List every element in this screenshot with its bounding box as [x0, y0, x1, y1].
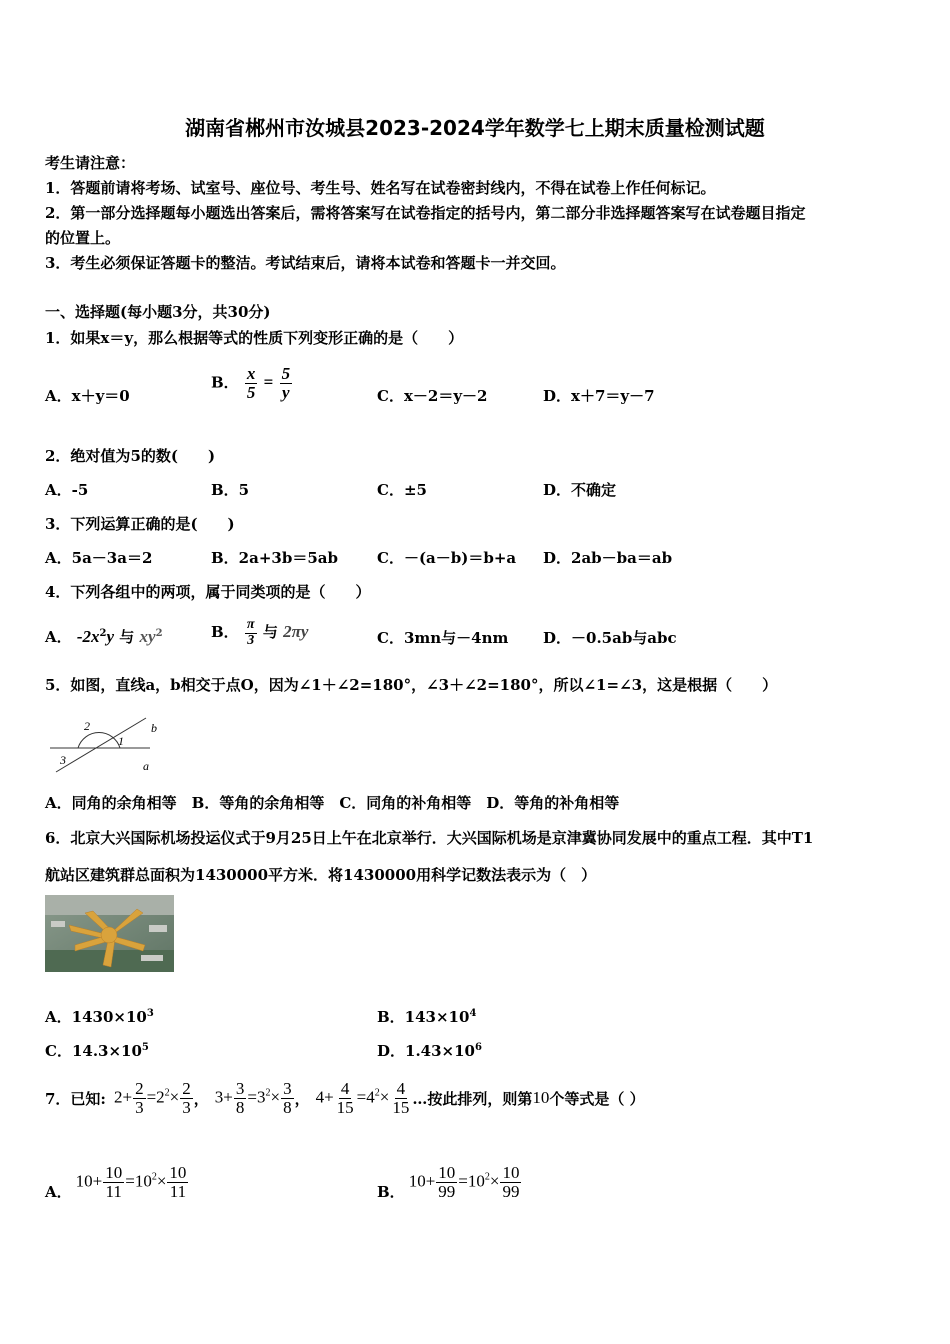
- q4-option-d: D．－0.5ab与abc: [543, 629, 677, 647]
- line-label-b: b: [151, 721, 157, 735]
- q1-option-c: C．x－2＝y－2: [377, 387, 488, 405]
- fraction: [281, 1080, 294, 1117]
- math-term: xy: [139, 627, 156, 646]
- question-6-stem-cont: 航站区建筑群总面积为1430000平方米．将1430000用科学记数法表示为（ ）: [45, 866, 597, 884]
- q4-option-a: [45, 626, 163, 647]
- denominator: 3: [135, 1097, 144, 1117]
- q4-option-c: C．3mn与－4nm: [377, 629, 509, 647]
- connector-word: 与: [262, 623, 278, 642]
- q2-option-a: A．-5: [45, 481, 89, 499]
- question-2-stem: 2．绝对值为5的数( ): [45, 447, 216, 465]
- option-text: B．143×10: [377, 1008, 470, 1026]
- stem-text: 个等式是（ ）: [549, 1089, 645, 1108]
- exponent: 2: [155, 628, 163, 639]
- denominator: 3: [247, 632, 255, 648]
- times: ×: [169, 1086, 180, 1106]
- line-b: [56, 718, 146, 772]
- notice-item: 1．答题前请将考场、试室号、座位号、考生号、姓名写在试卷密封线内，不得在试卷上作任何标记。: [45, 179, 716, 197]
- q1-option-b: [211, 365, 293, 402]
- option-label: A．: [45, 1182, 72, 1201]
- denominator: 8: [235, 1097, 245, 1117]
- numerator: 10: [169, 1162, 187, 1182]
- fraction: [234, 1080, 247, 1117]
- numerator: 10: [105, 1162, 123, 1182]
- equals: =3: [247, 1086, 266, 1106]
- math-term: 2πy: [283, 622, 309, 642]
- denominator: 11: [169, 1181, 187, 1201]
- numerator: 3: [235, 1078, 245, 1098]
- q7-label: 7．已知:: [45, 1089, 106, 1108]
- angle-label-3: 3: [60, 753, 66, 767]
- equation-2: 3+ $\frac{3}{8}$ $=3^2\times$ $\frac{3}{8}$: [214, 1078, 292, 1117]
- question-7-stem: [45, 1076, 645, 1120]
- numerator: 10: [438, 1162, 456, 1182]
- equals: =10: [458, 1170, 485, 1190]
- question-4-stem: 4．下列各组中的两项，属于同类项的是（ ）: [45, 583, 371, 601]
- q3-option-a: A．5a－3a＝2: [45, 549, 153, 567]
- q3-option-c: C．－(a－b)＝b+a: [377, 549, 517, 567]
- denominator: 15: [336, 1097, 354, 1117]
- q3-option-b: B．2a+3b＝5ab: [211, 549, 338, 567]
- exponent: 2: [484, 1171, 490, 1183]
- numerator: 2: [135, 1078, 144, 1098]
- equation-1: 2+ $\frac{2}{3}$ $=2^2\times$ $\frac{2}{3}$: [113, 1078, 191, 1117]
- notice-item: 3．考生必须保证答题卡的整洁。考试结束后，请将本试卷和答题卡一并交回。: [45, 254, 566, 272]
- fraction: [133, 1080, 146, 1117]
- q6-option-b: [377, 1006, 476, 1027]
- fraction: [390, 1080, 411, 1117]
- times: ×: [156, 1170, 167, 1190]
- q1-option-a: A．x＋y＝0: [45, 387, 130, 405]
- numerator: π: [246, 617, 255, 632]
- q2-option-c: C．±5: [377, 481, 427, 499]
- exponent: 2: [99, 628, 107, 639]
- separator: ，: [193, 1089, 209, 1108]
- denominator: 15: [392, 1097, 410, 1117]
- fraction: [500, 1164, 521, 1201]
- fraction: [335, 1080, 356, 1117]
- exponent: 2: [164, 1087, 170, 1099]
- numerator: 3: [283, 1078, 292, 1098]
- fraction: [180, 1080, 193, 1117]
- option-label: B．: [211, 623, 239, 642]
- equals-sign: =: [263, 372, 274, 392]
- q6-option-d: [377, 1040, 482, 1061]
- q7-option-a: [45, 1160, 189, 1204]
- denominator: 8: [283, 1097, 292, 1117]
- denominator: 3: [182, 1097, 191, 1117]
- fraction: [167, 1164, 188, 1201]
- question-5-stem: 5．如图，直线a，b相交于点O，因为∠1＋∠2=180°，∠3＋∠2=180°，所以∠1=∠3，这是根据（ ）: [45, 676, 778, 694]
- notice-heading: 考生请注意：: [45, 154, 136, 172]
- line-label-a: a: [143, 759, 149, 773]
- denominator: 99: [438, 1181, 456, 1201]
- times: ×: [270, 1086, 281, 1106]
- numerator: 4: [396, 1078, 406, 1098]
- option-text: A．1430×10: [45, 1008, 147, 1026]
- equation: 10+ $\frac{10}{99}$ $=10^2\times$ $\frac{10}{99}$: [408, 1162, 520, 1201]
- equation: 10+ $\frac{10}{11}$ $=10^2\times$ $\frac{10}{11}$: [75, 1162, 187, 1201]
- math-term: y: [106, 627, 115, 646]
- whole: 3: [214, 1086, 224, 1106]
- notice-item: 2．第一部分选择题每小题选出答案后，需将答案写在试卷指定的括号内，第二部分非选择题答案写在试卷题目指定: [45, 204, 806, 222]
- whole: 4: [315, 1086, 325, 1106]
- q4-option-b: [211, 618, 308, 648]
- whole: 2: [113, 1086, 123, 1106]
- numerator: 2: [182, 1078, 191, 1098]
- q5-options: A．同角的余角相等 B．等角的余角相等 C．同角的补角相等 D．等角的补角相等: [45, 794, 620, 812]
- option-text: C．14.3×10: [45, 1042, 142, 1060]
- numerator: 10: [502, 1162, 520, 1182]
- question-3-stem: 3．下列运算正确的是( ): [45, 515, 235, 533]
- denominator: 5: [246, 382, 256, 402]
- airport-image: [45, 895, 174, 972]
- denominator: 99: [502, 1181, 520, 1201]
- separator: ，: [294, 1089, 310, 1108]
- exponent: 2: [151, 1171, 157, 1183]
- numerator: 5: [281, 364, 291, 383]
- equals: =10: [125, 1170, 152, 1190]
- whole: 10: [408, 1170, 426, 1190]
- connector-word: 与: [119, 628, 135, 646]
- q2-option-d: D．不确定: [543, 481, 617, 499]
- q6-option-c: [45, 1040, 149, 1061]
- times: ×: [379, 1086, 390, 1106]
- angle-label-2: 2: [84, 719, 90, 733]
- denominator: 11: [105, 1181, 122, 1201]
- exponent: 3: [146, 1008, 154, 1019]
- denominator: y: [282, 382, 290, 402]
- fraction: [436, 1164, 457, 1201]
- angle-label-1: 1: [118, 734, 124, 748]
- question-1-stem: 1．如果x＝y，那么根据等式的性质下列变形正确的是（ ）: [45, 329, 464, 347]
- q6-option-a: [45, 1006, 154, 1027]
- notice-item: 的位置上。: [45, 229, 121, 247]
- equation-3: 4+ $\frac{4}{15}$ $=4^2\times$ $\frac{4}{15}$: [315, 1078, 410, 1117]
- numerator: 4: [340, 1078, 350, 1098]
- page-title: 湖南省郴州市汝城县2023-2024学年数学七上期末质量检测试题: [185, 116, 765, 140]
- fraction: [103, 1164, 124, 1201]
- q1-option-d: D．x＋7＝y－7: [543, 387, 655, 405]
- airport-photo: [45, 895, 174, 972]
- math-term: -2x: [76, 627, 100, 646]
- times: ×: [489, 1170, 500, 1190]
- q2-option-b: B．5: [211, 481, 250, 499]
- fraction: [280, 365, 293, 402]
- equals: =4: [356, 1086, 375, 1106]
- intersecting-lines-figure: [48, 712, 163, 774]
- exponent: 4: [469, 1008, 477, 1019]
- fraction: [245, 365, 258, 402]
- option-label: B．: [377, 1182, 405, 1201]
- exponent: 2: [265, 1087, 271, 1099]
- exponent: 2: [374, 1087, 380, 1099]
- exponent: 6: [474, 1042, 482, 1053]
- numerator: x: [246, 364, 256, 383]
- section-heading: 一、选择题(每小题3分，共30分): [45, 303, 271, 321]
- exponent: 5: [141, 1042, 149, 1053]
- q3-option-d: D．2ab－ba＝ab: [543, 549, 673, 567]
- number-ten: 10: [532, 1088, 550, 1107]
- whole: 10: [75, 1170, 93, 1190]
- question-6-stem: 6．北京大兴国际机场投运仪式于9月25日上午在北京举行．大兴国际机场是京津冀协同发展中的重点工程．其中T1: [45, 829, 814, 847]
- option-label: B．: [211, 373, 239, 392]
- q7-option-b: [377, 1160, 522, 1204]
- equals: =2: [146, 1086, 165, 1106]
- stem-text: …按此排列，则第: [412, 1089, 533, 1108]
- option-text: D．1.43×10: [377, 1042, 475, 1060]
- option-label: A．: [45, 628, 72, 646]
- fraction: [245, 618, 257, 648]
